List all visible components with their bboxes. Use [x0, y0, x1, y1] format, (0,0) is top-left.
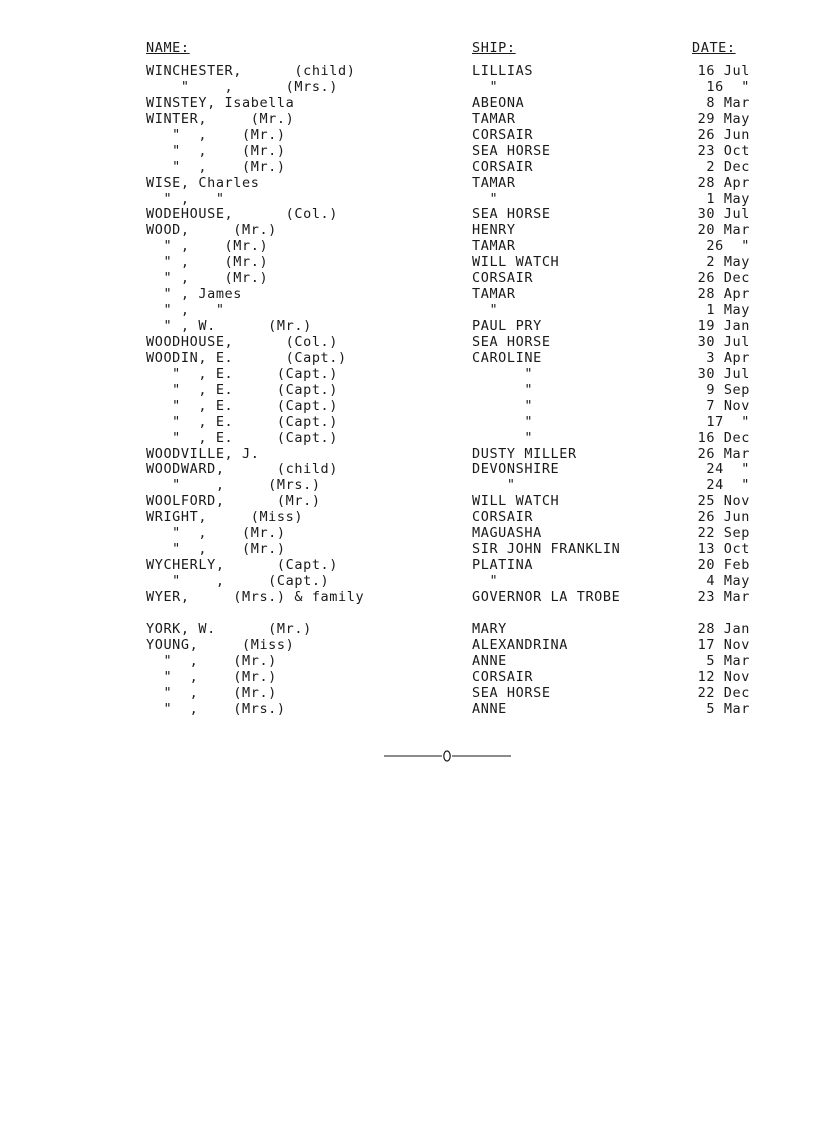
arrival-date: 26 Dec	[697, 270, 750, 287]
ship-name: DUSTY MILLER	[472, 445, 577, 462]
ship-name: MARY	[472, 620, 507, 637]
passenger-name: WISE, Charles	[146, 174, 260, 191]
ship-name: CORSAIR	[472, 126, 534, 143]
arrival-date: 2 May	[706, 254, 750, 271]
ship-name: "	[472, 429, 534, 446]
ship-name: SEA HORSE	[472, 333, 551, 350]
arrival-date: 1 May	[706, 190, 750, 207]
arrival-date: 29 May	[697, 110, 750, 127]
list-row	[0, 431, 816, 447]
passenger-name: WYCHERLY, (Capt.)	[146, 557, 339, 574]
list-row	[0, 176, 816, 192]
passenger-name: WOOLFORD, (Mr.)	[146, 493, 321, 510]
passenger-name: " , (Mr.)	[146, 126, 286, 143]
list-row	[0, 303, 816, 319]
list-row	[0, 128, 816, 144]
list-row	[0, 558, 816, 574]
passenger-name: WOODWARD, (child)	[146, 461, 339, 478]
passenger-name: " , (Mrs.)	[146, 700, 286, 717]
list-row	[0, 542, 816, 558]
list-row	[0, 494, 816, 510]
list-row	[0, 255, 816, 271]
passenger-name: " , (Mrs.)	[146, 78, 339, 95]
passenger-name: YOUNG, (Miss)	[146, 636, 295, 653]
ship-name: CORSAIR	[472, 158, 534, 175]
arrival-date: 20 Feb	[697, 557, 750, 574]
arrival-date: 17 "	[706, 413, 750, 430]
end-flourish-icon	[384, 748, 514, 764]
arrival-date: 30 Jul	[697, 206, 750, 223]
list-row	[0, 96, 816, 112]
ship-name: CORSAIR	[472, 668, 534, 685]
arrival-date: 20 Mar	[697, 222, 750, 239]
arrival-date: 23 Oct	[697, 142, 750, 159]
arrival-date: 12 Nov	[697, 668, 750, 685]
passenger-name: " , (Mr.)	[146, 684, 277, 701]
arrival-date: 16 Dec	[697, 429, 750, 446]
ship-name: DEVONSHIRE	[472, 461, 560, 478]
ship-name: SEA HORSE	[472, 206, 551, 223]
list-row	[0, 686, 816, 702]
passenger-name: YORK, W. (Mr.)	[146, 620, 312, 637]
ship-name: "	[472, 190, 499, 207]
list-row	[0, 223, 816, 239]
arrival-date: 17 Nov	[697, 636, 750, 653]
arrival-date: 26 Mar	[697, 445, 750, 462]
list-row	[0, 112, 816, 128]
list-row	[0, 526, 816, 542]
arrival-date: 28 Apr	[697, 286, 750, 303]
ship-name: "	[472, 365, 534, 382]
list-row	[0, 383, 816, 399]
arrival-date: 30 Jul	[697, 365, 750, 382]
list-row	[0, 192, 816, 208]
passenger-name: WOODHOUSE, (Col.)	[146, 333, 339, 350]
ship-name: ABEONA	[472, 94, 525, 111]
list-row	[0, 622, 816, 638]
passenger-name: " , E. (Capt.)	[146, 397, 339, 414]
arrival-date: 8 Mar	[706, 94, 750, 111]
passenger-name: " , (Mr.)	[146, 668, 277, 685]
list-row	[0, 64, 816, 80]
arrival-date: 24 "	[706, 477, 750, 494]
ship-name: TAMAR	[472, 174, 516, 191]
list-row	[0, 80, 816, 96]
arrival-date: 4 May	[706, 573, 750, 589]
passenger-name: WOOD, (Mr.)	[146, 222, 277, 239]
passenger-name: " , James	[146, 286, 243, 303]
passenger-name: " , (Mr.)	[146, 254, 269, 271]
passenger-name: " , (Mr.)	[146, 652, 277, 669]
passenger-name: " , "	[146, 190, 225, 207]
passenger-name: " , (Capt.)	[146, 573, 330, 589]
arrival-date: 22 Dec	[697, 684, 750, 701]
list-row	[0, 510, 816, 526]
arrival-date: 28 Apr	[697, 174, 750, 191]
column-header-name: NAME:	[146, 40, 190, 56]
ship-name: ANNE	[472, 700, 507, 717]
ship-name: TAMAR	[472, 238, 516, 255]
ship-name: TAMAR	[472, 110, 516, 127]
list-row	[0, 447, 816, 463]
passenger-name: " , (Mr.)	[146, 270, 269, 287]
list-row	[0, 335, 816, 351]
ship-name: CAROLINE	[472, 349, 542, 366]
ship-name: WILL WATCH	[472, 493, 560, 510]
ship-name: "	[472, 413, 534, 430]
list-row	[0, 367, 816, 383]
ship-name: GOVERNOR LA TROBE	[472, 588, 621, 605]
list-row	[0, 654, 816, 670]
ship-name: "	[472, 397, 534, 414]
arrival-date: 19 Jan	[697, 318, 750, 334]
list-row	[0, 160, 816, 176]
passenger-name: WOODVILLE, J.	[146, 445, 260, 462]
list-row	[0, 415, 816, 431]
ship-name: "	[472, 78, 499, 95]
arrival-date: 26 Jun	[697, 509, 750, 526]
arrival-date: 30 Jul	[697, 333, 750, 350]
arrival-date: 13 Oct	[697, 541, 750, 558]
passenger-name: WOODIN, E. (Capt.)	[146, 349, 347, 366]
list-row	[0, 319, 816, 335]
passenger-name: " , E. (Capt.)	[146, 381, 339, 398]
passenger-name: " , (Mr.)	[146, 142, 286, 159]
passenger-name: WINTER, (Mr.)	[146, 110, 295, 127]
ship-name: PAUL PRY	[472, 318, 542, 334]
ship-name: "	[472, 302, 499, 319]
ship-name: "	[472, 573, 499, 589]
list-row	[0, 574, 816, 590]
passenger-list	[0, 64, 816, 717]
list-row	[0, 207, 816, 223]
passenger-name: " , (Mr.)	[146, 158, 286, 175]
passenger-name: " , W. (Mr.)	[146, 318, 312, 334]
column-header-ship: SHIP:	[472, 40, 516, 56]
passenger-name: WYER, (Mrs.) & family	[146, 588, 365, 605]
list-row	[0, 462, 816, 478]
ship-name: ANNE	[472, 652, 507, 669]
passenger-name: WINSTEY, Isabella	[146, 94, 295, 111]
passenger-name: WRIGHT, (Miss)	[146, 509, 304, 526]
ship-name: LILLIAS	[472, 63, 534, 79]
ship-name: MAGUASHA	[472, 525, 542, 542]
ship-name: SIR JOHN FRANKLIN	[472, 541, 621, 558]
arrival-date: 26 Jun	[697, 126, 750, 143]
list-row	[0, 144, 816, 160]
ship-name: "	[472, 477, 516, 494]
ship-name: PLATINA	[472, 557, 534, 574]
arrival-date: 24 "	[706, 461, 750, 478]
passenger-name: " , (Mr.)	[146, 525, 286, 542]
list-row	[0, 590, 816, 606]
list-row	[0, 239, 816, 255]
list-row	[0, 271, 816, 287]
list-row	[0, 478, 816, 494]
arrival-date: 1 May	[706, 302, 750, 319]
ship-name: SEA HORSE	[472, 142, 551, 159]
ship-name: WILL WATCH	[472, 254, 560, 271]
ship-name: TAMAR	[472, 286, 516, 303]
arrival-date: 5 Mar	[706, 700, 750, 717]
ship-name: SEA HORSE	[472, 684, 551, 701]
arrival-date: 7 Nov	[706, 397, 750, 414]
passenger-name: " , E. (Capt.)	[146, 429, 339, 446]
passenger-name: " , (Mrs.)	[146, 477, 321, 494]
list-row	[0, 287, 816, 303]
ship-name: CORSAIR	[472, 509, 534, 526]
passenger-name: " , (Mr.)	[146, 541, 286, 558]
list-row	[0, 638, 816, 654]
ship-name: "	[472, 381, 534, 398]
passenger-name: " , E. (Capt.)	[146, 365, 339, 382]
arrival-date: 2 Dec	[706, 158, 750, 175]
arrival-date: 25 Nov	[697, 493, 750, 510]
passenger-name: WODEHOUSE, (Col.)	[146, 206, 339, 223]
passenger-name: " , "	[146, 302, 225, 319]
column-header-date: DATE:	[692, 40, 736, 56]
passenger-name: " , E. (Capt.)	[146, 413, 339, 430]
ship-name: HENRY	[472, 222, 516, 239]
arrival-date: 16 "	[706, 78, 750, 95]
arrival-date: 3 Apr	[706, 349, 750, 366]
passenger-name: WINCHESTER, (child)	[146, 63, 356, 79]
ship-name: CORSAIR	[472, 270, 534, 287]
arrival-date: 26 "	[706, 238, 750, 255]
list-row	[0, 351, 816, 367]
list-row	[0, 670, 816, 686]
arrival-date: 22 Sep	[697, 525, 750, 542]
arrival-date: 28 Jan	[697, 620, 750, 637]
list-row	[0, 399, 816, 415]
arrival-date: 5 Mar	[706, 652, 750, 669]
passenger-name: " , (Mr.)	[146, 238, 269, 255]
arrival-date: 23 Mar	[697, 588, 750, 605]
ship-name: ALEXANDRINA	[472, 636, 569, 653]
arrival-date: 9 Sep	[706, 381, 750, 398]
arrival-date: 16 Jul	[697, 63, 750, 79]
section-gap	[0, 606, 816, 622]
list-row	[0, 702, 816, 718]
